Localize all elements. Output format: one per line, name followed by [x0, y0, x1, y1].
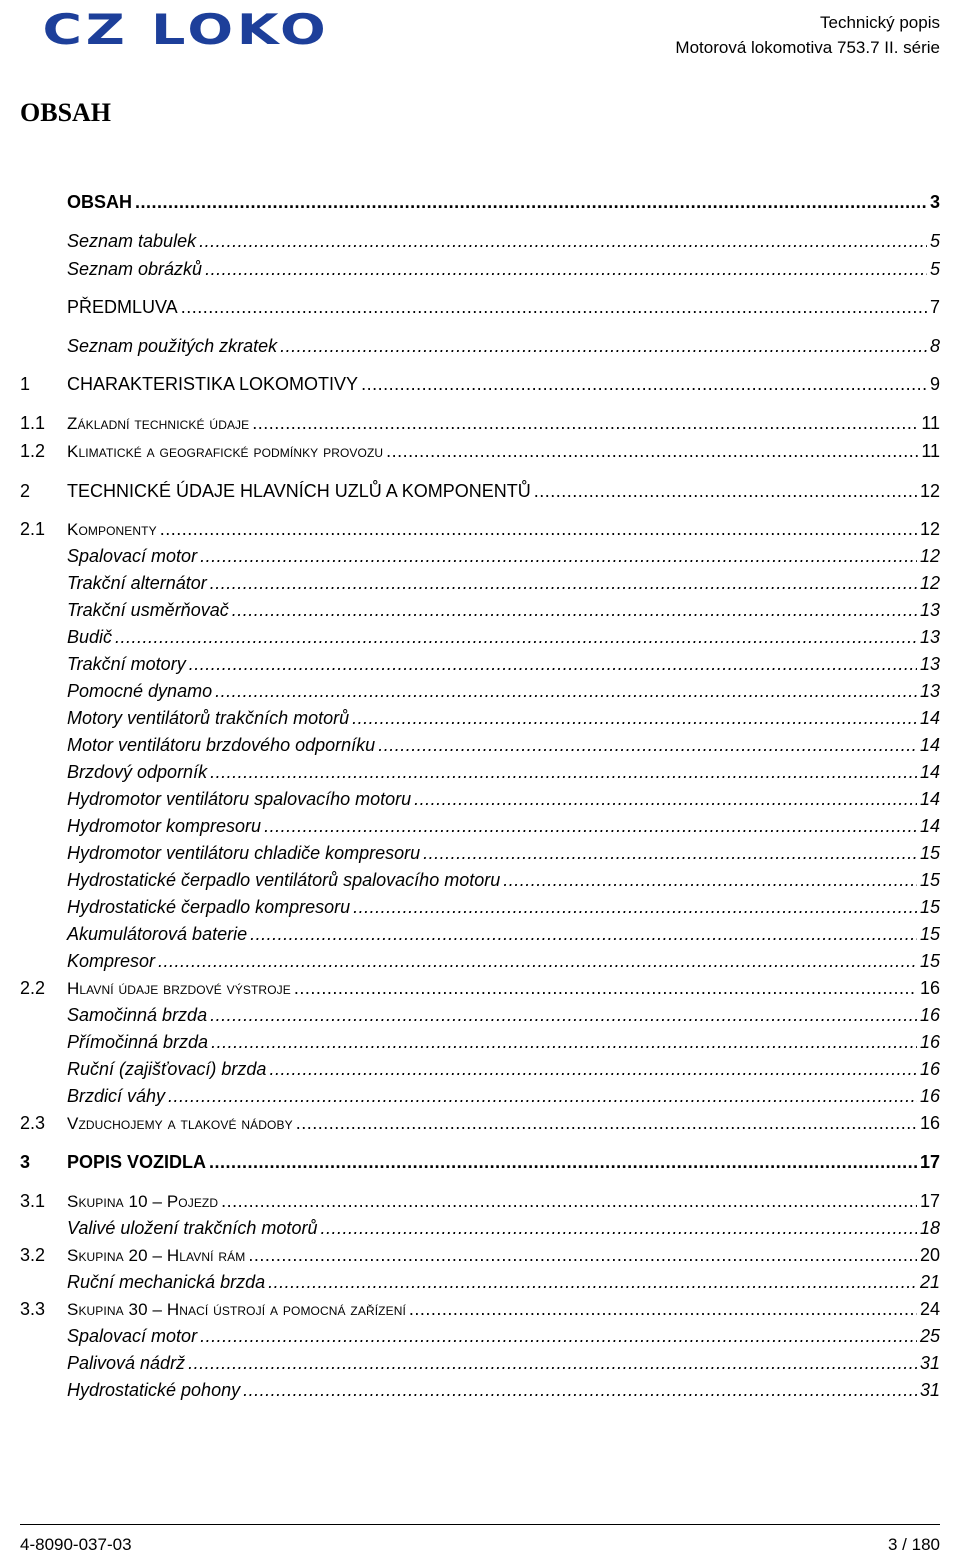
toc-entry-page: 14	[919, 789, 940, 809]
toc-entry-number: 2	[20, 481, 31, 501]
toc-entry-page: 11	[921, 413, 940, 433]
toc-entry-label: Hydrostatické čerpadlo kompresoru	[67, 897, 351, 917]
toc-entry-page: 15	[919, 924, 940, 944]
toc-entry-page: 16	[919, 1005, 940, 1025]
toc-entry-label: Akumulátorová baterie	[67, 924, 248, 944]
doc-subject: Motorová lokomotiva 753.7 II. série	[675, 38, 940, 57]
toc-entry-page: 12	[919, 573, 940, 593]
toc-entry[interactable]	[20, 333, 940, 359]
toc-leader-dots	[534, 478, 917, 504]
toc-entry-label: PŘEDMLUVA	[67, 297, 178, 317]
toc-entry-label: Základní technické údaje	[67, 414, 250, 433]
toc-entry-label: Seznam použitých zkratek	[67, 336, 278, 356]
toc-leader-dots	[210, 759, 917, 785]
toc-leader-dots	[248, 1242, 917, 1268]
toc-entry[interactable]	[20, 478, 940, 504]
toc-leader-dots	[135, 189, 927, 215]
header-info	[675, 10, 940, 60]
toc-entry-label: Ruční mechanická brzda	[67, 1272, 266, 1292]
toc-entry[interactable]	[20, 1242, 940, 1268]
toc-entry[interactable]	[20, 732, 940, 758]
toc-entry-page: 25	[919, 1326, 940, 1346]
toc-entry-label: CHARAKTERISTIKA LOKOMOTIVY	[67, 374, 359, 394]
toc-entry-label: Pomocné dynamo	[67, 681, 213, 701]
toc-leader-dots	[252, 410, 918, 436]
toc-entry[interactable]	[20, 189, 940, 215]
toc-leader-dots	[188, 1350, 917, 1376]
toc-entry-number: 1.1	[20, 413, 46, 433]
toc-entry-label: Samočinná brzda	[67, 1005, 208, 1025]
toc-entry-page: 5	[929, 259, 940, 279]
toc-leader-dots	[353, 894, 917, 920]
toc-entry-label: Hydromotor ventilátoru chladiče kompresoru	[67, 843, 421, 863]
toc-entry[interactable]	[20, 1323, 940, 1349]
toc-leader-dots	[268, 1269, 917, 1295]
toc-leader-dots	[168, 1083, 917, 1109]
toc-entry-page: 31	[919, 1353, 940, 1373]
toc-entry[interactable]	[20, 410, 940, 436]
toc-leader-dots	[189, 651, 917, 677]
toc-leader-dots	[158, 948, 917, 974]
toc-entry-label: Seznam tabulek	[67, 231, 197, 251]
toc-entry-label: Skupina 10 – Pojezd	[67, 1192, 219, 1211]
toc-entry-page: 20	[919, 1245, 940, 1265]
toc-entry-page: 14	[919, 762, 940, 782]
logo-text: CZ LOKO	[42, 5, 330, 54]
toc-entry-page: 15	[919, 843, 940, 863]
toc-entry-label: Trakční usměrňovač	[67, 600, 229, 620]
toc-entry[interactable]	[20, 624, 940, 650]
toc-leader-dots	[232, 597, 917, 623]
toc-leader-dots	[210, 570, 917, 596]
toc-entry[interactable]	[20, 678, 940, 704]
toc-leader-dots	[386, 438, 918, 464]
toc-entry-number: 2.3	[20, 1113, 46, 1133]
toc-entry[interactable]	[20, 1350, 940, 1376]
toc-leader-dots	[215, 678, 917, 704]
toc-leader-dots	[378, 732, 917, 758]
toc-entry[interactable]	[20, 1269, 940, 1295]
toc-entry[interactable]	[20, 1215, 940, 1241]
toc-leader-dots	[250, 921, 917, 947]
toc-entry-label: Spalovací motor	[67, 546, 198, 566]
toc-leader-dots	[211, 1029, 917, 1055]
toc-entry-label: Vzduchojemy a tlakové nádoby	[67, 1114, 293, 1133]
toc-entry-number: 3.3	[20, 1299, 46, 1319]
toc-entry-number: 3.2	[20, 1245, 46, 1265]
toc-entry-page: 5	[929, 231, 940, 251]
toc-entry[interactable]	[20, 570, 940, 596]
toc-entry-label: Budič	[67, 627, 113, 647]
footer-divider	[20, 1524, 940, 1525]
toc-leader-dots	[200, 1323, 917, 1349]
toc-entry[interactable]	[20, 256, 940, 282]
toc-entry-page: 15	[919, 897, 940, 917]
toc-entry-page: 17	[919, 1152, 940, 1172]
toc-entry[interactable]	[20, 840, 940, 866]
toc-entry-label: Palivová nádrž	[67, 1353, 186, 1373]
toc-entry-page: 12	[919, 519, 940, 539]
toc-entry-page: 24	[919, 1299, 940, 1319]
toc-entry[interactable]	[20, 516, 940, 542]
toc-entry[interactable]	[20, 294, 940, 320]
toc-entry-page: 13	[919, 654, 940, 674]
toc-entry-label: Hydrostatické pohony	[67, 1380, 241, 1400]
toc-entry-label: Hlavní údaje brzdové výstroje	[67, 979, 291, 998]
toc-leader-dots	[294, 975, 917, 1001]
toc-entry-page: 12	[919, 481, 940, 501]
toc-entry-label: Motory ventilátorů trakčních motorů	[67, 708, 350, 728]
toc-leader-dots	[181, 294, 927, 320]
toc-entry-label: Valivé uložení trakčních motorů	[67, 1218, 318, 1238]
toc-entry[interactable]	[20, 651, 940, 677]
toc-entry-label: TECHNICKÉ ÚDAJE HLAVNÍCH UZLŮ A KOMPONENTŮ	[67, 481, 531, 501]
toc-entry[interactable]	[20, 894, 940, 920]
toc-entry-label: OBSAH	[67, 192, 133, 212]
toc-entry-page: 17	[919, 1191, 940, 1211]
toc-entry[interactable]	[20, 1296, 940, 1322]
toc-entry-number: 1	[20, 374, 31, 394]
toc-entry-label: Ruční (zajišťovací) brzda	[67, 1059, 267, 1079]
page-number: 3 / 180	[888, 1535, 940, 1554]
toc-entry-number: 3	[20, 1152, 31, 1172]
toc-entry[interactable]	[20, 1083, 940, 1109]
toc-entry-page: 16	[919, 1032, 940, 1052]
toc-entry[interactable]	[20, 438, 940, 464]
toc-entry-label: Seznam obrázků	[67, 259, 203, 279]
toc-entry-label: Hydromotor kompresoru	[67, 816, 262, 836]
doc-number: 4-8090-037-03	[20, 1535, 132, 1554]
toc-entry-page: 7	[929, 297, 940, 317]
toc-leader-dots	[361, 371, 927, 397]
toc-entry-page: 21	[919, 1272, 940, 1292]
toc-leader-dots	[210, 1002, 917, 1028]
toc-entry-page: 16	[919, 1113, 940, 1133]
toc-leader-dots	[199, 228, 927, 254]
toc-entry-label: Brzdicí váhy	[67, 1086, 166, 1106]
toc-entry-label: Skupina 30 – Hnací ústrojí a pomocná zařízení	[67, 1300, 406, 1319]
toc-entry[interactable]	[20, 786, 940, 812]
toc-entry-page: 31	[919, 1380, 940, 1400]
toc-entry[interactable]	[20, 1029, 940, 1055]
toc-leader-dots	[320, 1215, 917, 1241]
toc-entry[interactable]	[20, 975, 940, 1001]
toc-entry-page: 11	[921, 441, 940, 461]
toc-leader-dots	[205, 256, 927, 282]
page-title: OBSAH	[20, 98, 112, 127]
toc-entry-label: Klimatické a geografické podmínky provozu	[67, 442, 384, 461]
toc-entry-page: 12	[919, 546, 940, 566]
toc-entry[interactable]	[20, 1188, 940, 1214]
toc-entry-page: 15	[919, 951, 940, 971]
toc-leader-dots	[409, 1296, 917, 1322]
toc-leader-dots	[414, 786, 917, 812]
toc-entry[interactable]	[20, 948, 940, 974]
toc-entry[interactable]	[20, 1056, 940, 1082]
toc-entry-label: Trakční alternátor	[67, 573, 207, 593]
toc-leader-dots	[280, 333, 927, 359]
toc-entry-label: Komponenty	[67, 520, 157, 539]
toc-leader-dots	[221, 1188, 917, 1214]
toc-entry-label: Hydrostatické čerpadlo ventilátorů spalovacího motoru	[67, 870, 501, 890]
toc-entry-page: 16	[919, 1086, 940, 1106]
toc-entry-label: Skupina 20 – Hlavní rám	[67, 1246, 246, 1265]
toc-entry[interactable]	[20, 597, 940, 623]
toc-entry-number: 2.2	[20, 978, 46, 998]
toc-entry-page: 18	[919, 1218, 940, 1238]
toc-leader-dots	[200, 543, 917, 569]
toc-entry-page: 16	[919, 1059, 940, 1079]
toc-entry-page: 13	[919, 681, 940, 701]
doc-type: Technický popis	[819, 13, 940, 32]
toc-leader-dots	[264, 813, 917, 839]
toc-entry[interactable]	[20, 867, 940, 893]
toc-leader-dots	[209, 1149, 917, 1175]
toc-entry[interactable]	[20, 371, 940, 397]
toc-leader-dots	[243, 1377, 917, 1403]
toc-entry[interactable]	[20, 921, 940, 947]
toc-entry-label: Brzdový odporník	[67, 762, 208, 782]
cz-loko-logo	[22, 4, 330, 56]
toc-leader-dots	[352, 705, 917, 731]
toc-entry-label: Hydromotor ventilátoru spalovacího motoru	[67, 789, 412, 809]
toc-entry[interactable]	[20, 759, 940, 785]
toc-entry-label: Přímočinná brzda	[67, 1032, 209, 1052]
toc-entry-page: 9	[929, 374, 940, 394]
toc-leader-dots	[115, 624, 917, 650]
toc-entry[interactable]	[20, 1149, 940, 1175]
toc-entry-label: Kompresor	[67, 951, 156, 971]
toc-entry-label: Spalovací motor	[67, 1326, 198, 1346]
toc-entry-label: Motor ventilátoru brzdového odporníku	[67, 735, 376, 755]
toc-leader-dots	[160, 516, 917, 542]
toc-entry-page: 3	[929, 192, 940, 212]
toc-entry-number: 3.1	[20, 1191, 46, 1211]
toc-entry-page: 8	[929, 336, 940, 356]
toc-leader-dots	[423, 840, 917, 866]
toc-entry-page: 14	[919, 735, 940, 755]
toc-entry[interactable]	[20, 813, 940, 839]
toc-entry-number: 1.2	[20, 441, 46, 461]
toc-entry[interactable]	[20, 705, 940, 731]
toc-entry-page: 16	[919, 978, 940, 998]
toc-leader-dots	[296, 1110, 917, 1136]
toc-entry-page: 14	[919, 816, 940, 836]
toc-entry[interactable]	[20, 228, 940, 254]
toc-leader-dots	[503, 867, 917, 893]
toc-entry-label: POPIS VOZIDLA	[67, 1152, 207, 1172]
toc-entry-number: 2.1	[20, 519, 46, 539]
toc-leader-dots	[269, 1056, 917, 1082]
toc-entry[interactable]	[20, 1002, 940, 1028]
toc-entry-page: 14	[919, 708, 940, 728]
page-header	[0, 0, 960, 64]
toc-entry-page: 13	[919, 600, 940, 620]
toc-entry-page: 13	[919, 627, 940, 647]
toc-entry[interactable]	[20, 1110, 940, 1136]
toc-entry[interactable]	[20, 1377, 940, 1403]
toc-entry-label: Trakční motory	[67, 654, 186, 674]
toc-entry-page: 15	[919, 870, 940, 890]
toc-entry[interactable]	[20, 543, 940, 569]
